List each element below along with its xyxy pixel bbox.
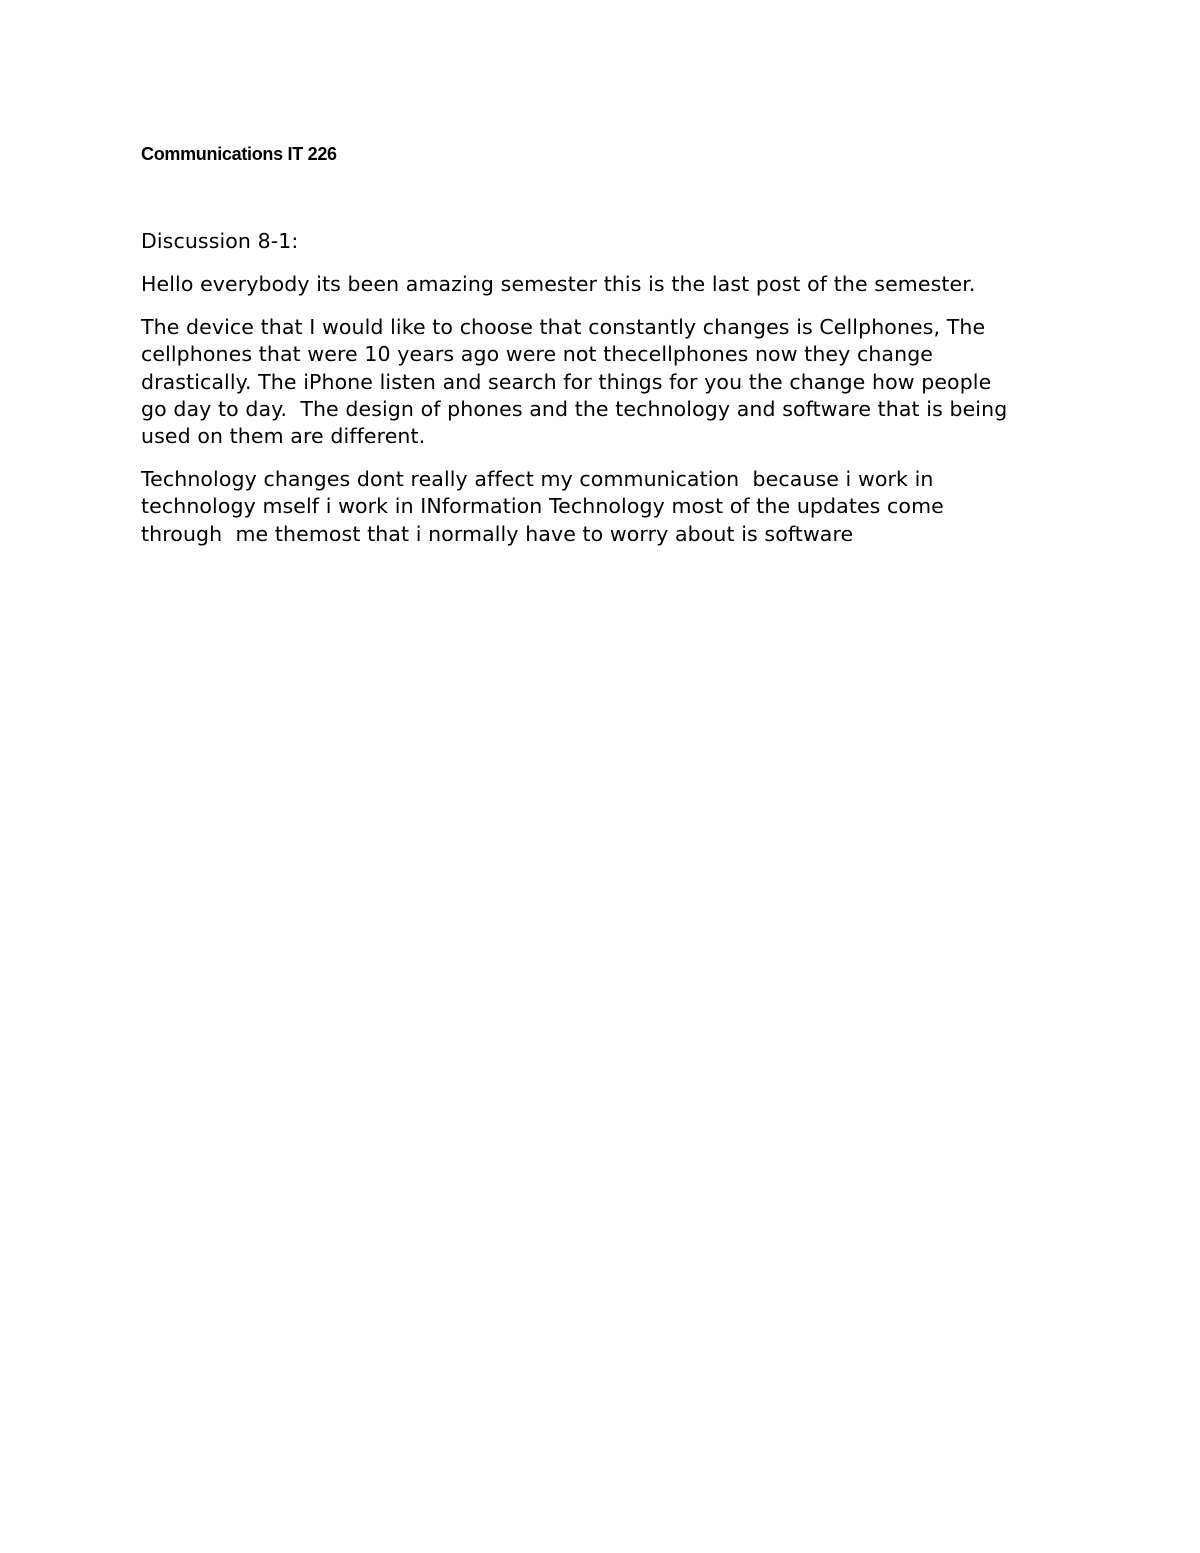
paragraph-line: Technology changes dont really affect my communication because i work in <box>141 466 934 491</box>
document-header: Communications IT 226 <box>141 144 337 164</box>
paragraph-line: Hello everybody its been amazing semester this is the last post of the semester. <box>141 272 976 297</box>
paragraph-device <box>141 314 1071 451</box>
paragraph-line: The device that I would like to choose that constantly changes is Cellphones, The <box>141 314 986 339</box>
paragraph-line: used on them are different. <box>141 424 426 449</box>
paragraph-line: drastically. The iPhone listen and search for things for you the change how people <box>141 369 992 394</box>
paragraph-line: technology mself i work in INformation Technology most of the updates come <box>141 494 944 519</box>
paragraph-technology <box>141 466 1071 548</box>
paragraph-line: through me themost that i normally have to worry about is software <box>141 521 854 546</box>
paragraph-line: go day to day. The design of phones and the technology and software that is being <box>141 397 1008 422</box>
paragraph-greeting <box>141 271 1071 298</box>
discussion-heading: Discussion 8-1: <box>141 229 299 253</box>
document-body <box>141 228 1071 563</box>
paragraph-line: cellphones that were 10 years ago were not thecellphones now they change <box>141 342 934 367</box>
